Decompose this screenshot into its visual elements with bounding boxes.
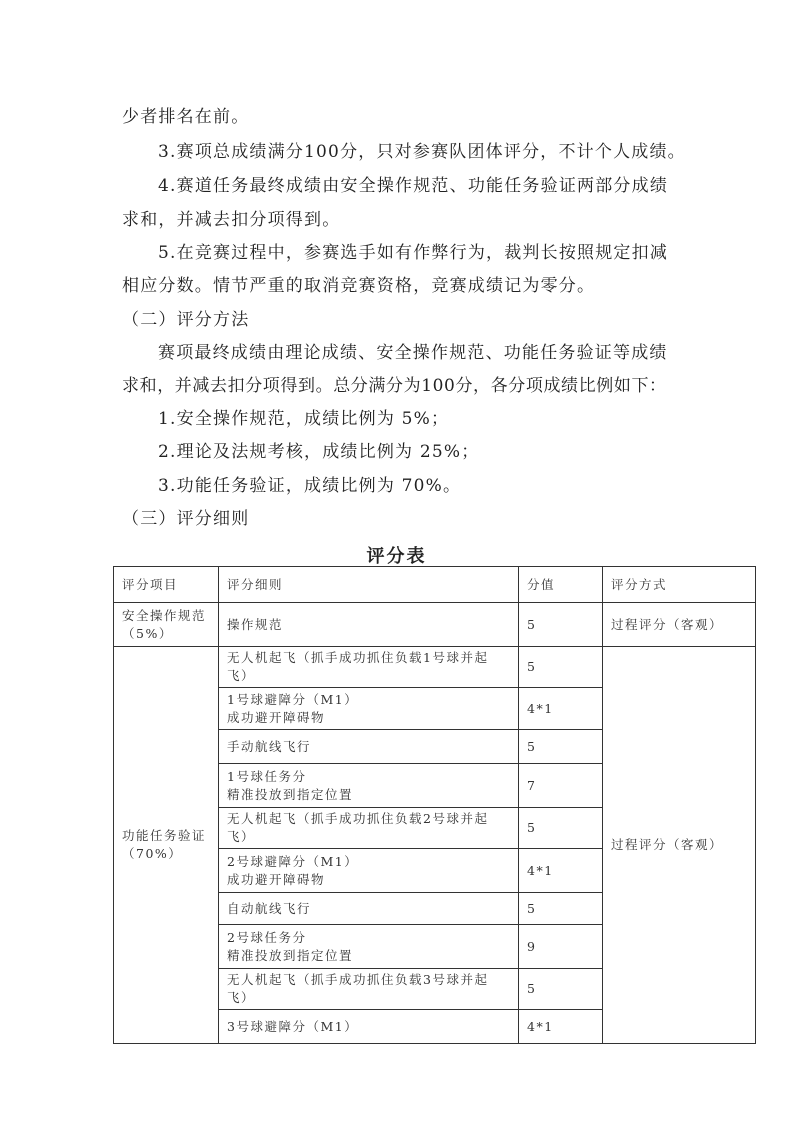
score-cell: 5 [519,730,603,764]
rule-detail: 精准投放到指定位置 [227,947,354,963]
rule-cell [219,969,519,1010]
score-cell: 9 [519,925,603,969]
score-table [113,566,756,1044]
method-cell: 过程评分（客观） [603,647,756,1044]
item-cell [114,603,219,647]
rule-text: 2号球任务分 [227,929,307,945]
rule-cell [219,849,519,893]
rule-cell [219,893,519,925]
rule-text: 2号球避障分（M1） [227,853,359,869]
paragraph-line: 求和，并减去扣分项得到。总分满分为100分，各分项成绩比例如下： [122,376,667,396]
paragraph-line: 相应分数。情节严重的取消竞赛资格，竞赛成绩记为零分。 [122,276,596,296]
paragraph-line: 求和，并减去扣分项得到。 [122,210,341,230]
score-cell: 4*1 [519,688,603,730]
item-cell [114,647,219,1044]
table-row [114,603,756,647]
rule-cell: 操作规范 [219,603,519,647]
header-cell: 评分方式 [603,567,756,603]
section-heading: （三）评分细则 [122,509,250,529]
method-cell: 过程评分（客观） [603,603,756,647]
item-weight: （70%） [122,846,183,861]
paragraph-line: 3.功能任务验证，成绩比例为 70%。 [158,476,462,496]
rule-text: 无人机起飞（抓手成功抓住负载2号球并起飞） [227,811,489,844]
rule-detail: 成功避开障碍物 [227,871,326,887]
paragraph-line: 3.赛项总成绩满分100分，只对参赛队团体评分，不计个人成绩。 [158,142,686,162]
paragraph-line: 1.安全操作规范，成绩比例为 5%； [158,409,450,429]
rule-text: 1号球任务分 [227,768,307,784]
score-cell: 5 [519,893,603,925]
score-cell: 4*1 [519,1010,603,1044]
table-header-row [114,567,756,603]
header-cell: 评分细则 [219,567,519,603]
paragraph-line: 4.赛道任务最终成绩由安全操作规范、功能任务验证两部分成绩 [158,176,669,196]
item-name: 安全操作规范 [122,607,207,623]
table-caption: 评分表 [366,546,427,567]
rule-detail: 成功避开障碍物 [227,709,326,725]
header-cell: 评分项目 [114,567,219,603]
section-heading: （二）评分方法 [122,310,250,330]
header-cell: 分值 [519,567,603,603]
paragraph-line: 2.理论及法规考核，成绩比例为 25%； [158,442,480,462]
rule-cell [219,688,519,730]
item-weight: （5%） [122,625,173,641]
rule-cell [219,808,519,849]
paragraph-line: 5.在竞赛过程中，参赛选手如有作弊行为，裁判长按照规定扣减 [158,243,669,263]
rule-cell [219,925,519,969]
rule-text: 无人机起飞（抓手成功抓住负载3号球并起飞） [227,972,489,1005]
rule-cell [219,647,519,688]
rule-cell [219,730,519,764]
score-cell: 5 [519,603,603,647]
score-cell: 4*1 [519,849,603,893]
score-cell: 7 [519,764,603,808]
rule-text: 3号球避障分（M1） [227,1018,359,1034]
table-row [114,647,756,688]
rule-text: 手动航线飞行 [227,738,312,754]
rule-cell [219,764,519,808]
paragraph-line: 赛项最终成绩由理论成绩、安全操作规范、功能任务验证等成绩 [158,343,668,363]
score-cell: 5 [519,808,603,849]
paragraph-line: 少者排名在前。 [122,107,250,127]
rule-text: 无人机起飞（抓手成功抓住负载1号球并起飞） [227,650,489,683]
rule-text: 自动航线飞行 [227,900,312,916]
rule-text: 1号球避障分（M1） [227,691,359,707]
rule-cell [219,1010,519,1044]
rule-detail: 精准投放到指定位置 [227,786,354,802]
item-name: 功能任务验证 [122,828,207,843]
score-cell: 5 [519,969,603,1010]
score-cell: 5 [519,647,603,688]
